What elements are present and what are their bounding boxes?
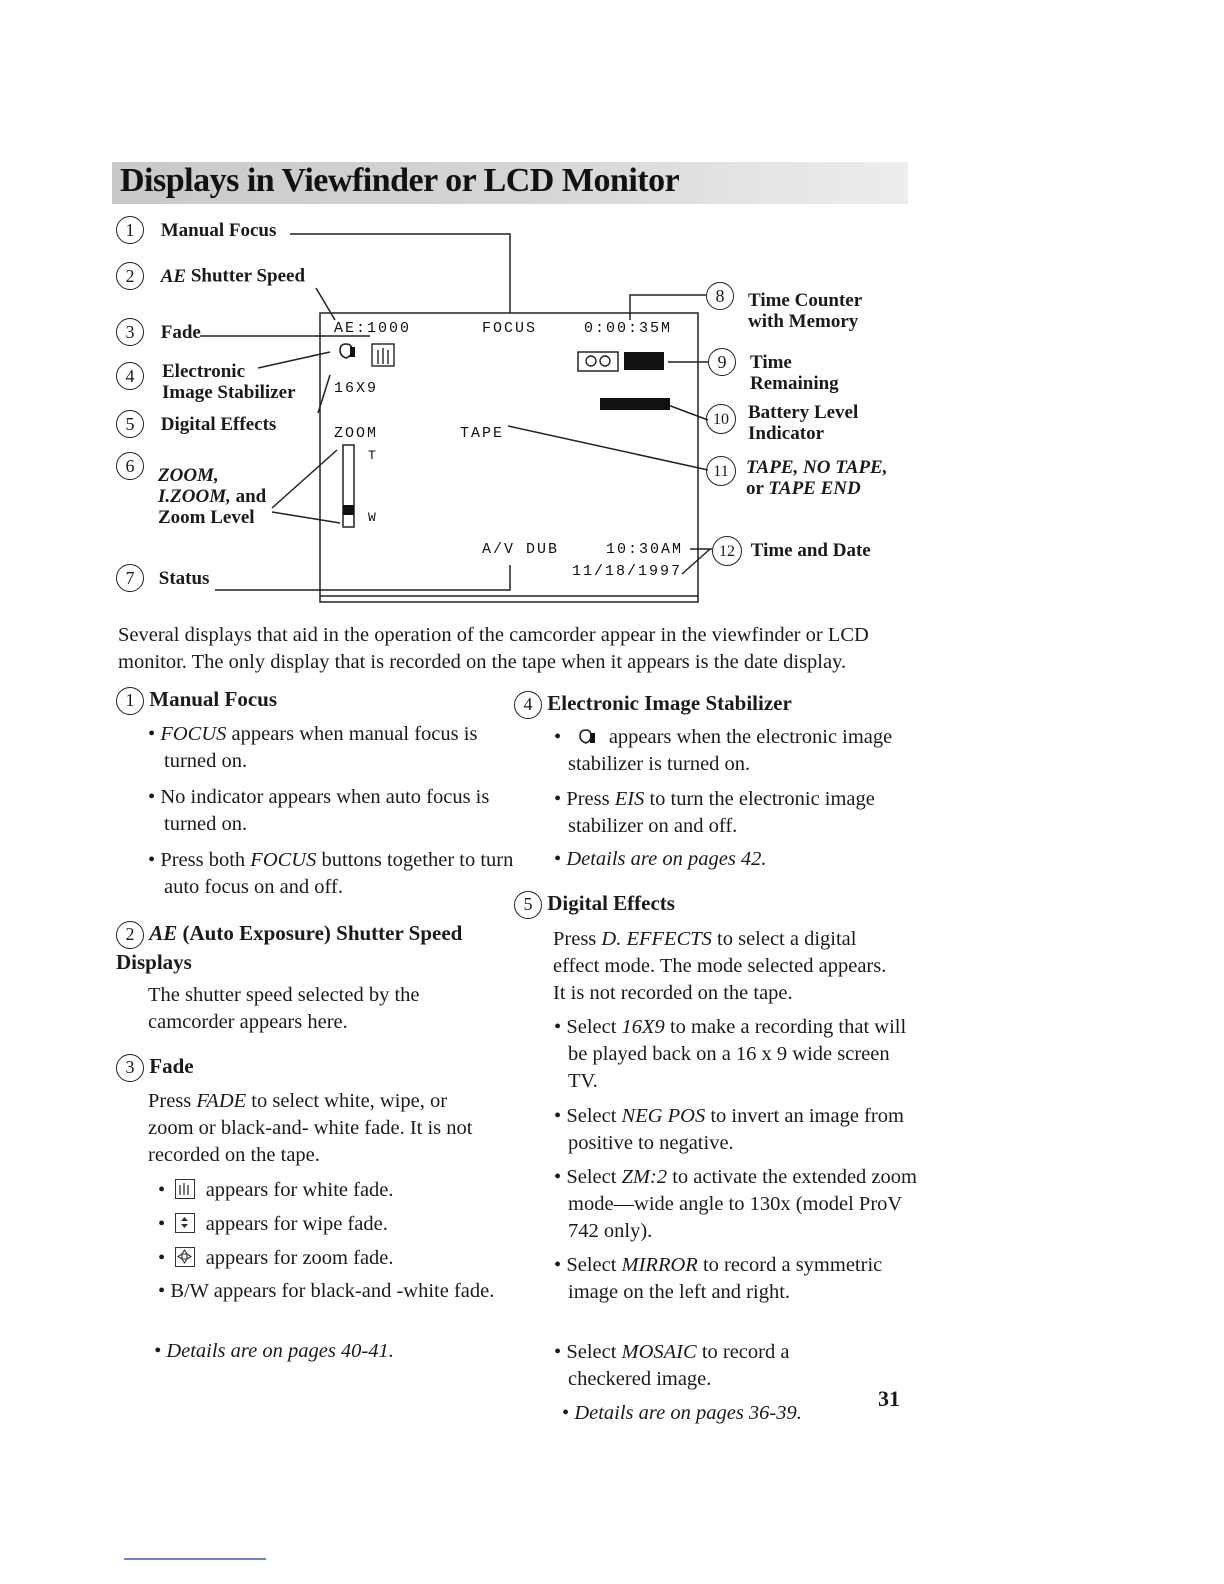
- bullet-text: Select: [566, 1016, 617, 1038]
- heading-eis: [514, 690, 792, 719]
- italic-term: MIRROR: [621, 1254, 698, 1276]
- heading-ae: [116, 920, 516, 976]
- callout-battery: [706, 404, 736, 434]
- callout-label: Indicator: [748, 423, 824, 444]
- bullet-16x9: • Select 16X9 to make a recording that will be played back on a 16 x 9 wide screen TV.: [554, 1016, 907, 1092]
- callout-label: and: [235, 486, 267, 507]
- bullet-text: appears when manual focus is turned on.: [164, 723, 478, 772]
- bullet-focus-2: • No indicator appears when auto focus is turned on.: [148, 786, 490, 835]
- callout-number: 9: [708, 348, 736, 376]
- bullet-text: to record a checkered image.: [568, 1341, 790, 1390]
- italic-term: 16X9: [621, 1016, 665, 1038]
- italic-term: ZM:2: [621, 1166, 668, 1188]
- italic-term: NEG POS: [621, 1105, 706, 1127]
- callout-tape-label: [746, 457, 887, 499]
- bullet-text: Select: [566, 1105, 617, 1127]
- callout-label: Image Stabilizer: [162, 382, 296, 403]
- bullet-text: No indicator appears when auto focus is turned on.: [160, 786, 490, 835]
- ae-body: The shutter speed selected by the camcorder appears here.: [148, 984, 420, 1033]
- callout-fade: [116, 318, 201, 346]
- intro-paragraph: Several displays that aid in the operation of the camcorder appear in the viewfinder or LCD monitor. The only display that is recorded on the tape when it appears is the date display.: [118, 624, 869, 673]
- screen-focus: FOCUS: [482, 320, 538, 337]
- callout-number: 5: [116, 410, 144, 438]
- heading-number: 2: [116, 921, 144, 949]
- body-text: Press: [553, 928, 597, 950]
- callout-time-counter: [706, 282, 734, 310]
- callout-label: Remaining: [750, 373, 839, 394]
- zoom-level-fill: [343, 505, 354, 515]
- callout-zoom-label: [158, 465, 266, 528]
- bullet-text: to invert an image from positive to negative.: [568, 1105, 904, 1154]
- heading-text: Digital Effects: [547, 891, 675, 915]
- heading-number: 5: [514, 891, 542, 919]
- italic-term: EIS: [614, 788, 645, 810]
- bullet-text: to record a symmetric image on the left and right.: [568, 1254, 883, 1303]
- bullet-zoom-fade: • appears for zoom fade.: [158, 1247, 394, 1269]
- bullet-white-fade: • appears for white fade.: [158, 1179, 394, 1201]
- screen-time: 10:30AM: [606, 541, 684, 558]
- screen-zoom-wide: W: [368, 510, 378, 525]
- callout-number: 8: [706, 282, 734, 310]
- details-text: Details are on pages 40-41.: [166, 1340, 394, 1362]
- callout-label: with Memory: [748, 311, 859, 332]
- screen-shutter-speed: AE:1000: [334, 320, 412, 337]
- callout-number: 3: [116, 318, 144, 346]
- details-digital: • Details are on pages 36-39.: [562, 1402, 802, 1424]
- callout-zoom: [116, 452, 144, 480]
- callout-label-italic: TAPE,: [746, 457, 799, 478]
- callout-number: 7: [116, 564, 144, 592]
- bullet-text: Select: [566, 1166, 617, 1188]
- bullet-focus-1: • FOCUS appears when manual focus is turned on.: [148, 723, 478, 772]
- battery-level-bar: [600, 398, 670, 410]
- callout-number: 10: [706, 404, 736, 434]
- screen-zoom: ZOOM: [334, 425, 379, 442]
- bullet-text: appears when the electronic image stabilizer is turned on.: [568, 726, 893, 775]
- screen-date: 11/18/1997: [572, 563, 683, 580]
- callout-battery-label: [748, 402, 858, 444]
- bullet-mirror: • Select MIRROR to record a symmetric image on the left and right.: [554, 1254, 883, 1303]
- callout-label: Battery Level: [748, 402, 859, 423]
- bullet-text: Press: [566, 788, 610, 810]
- bullet-focus-3: • Press both FOCUS buttons together to turn auto focus on and off.: [148, 849, 514, 898]
- cassette-icon: [578, 352, 618, 371]
- body-text: Press: [148, 1090, 192, 1112]
- bullet-neg-pos: • Select NEG POS to invert an image from positive to negative.: [554, 1105, 904, 1154]
- body-text: to select white, wipe, or zoom or black-and- white fade. It is not recorded on the tape.: [148, 1090, 473, 1166]
- callout-label: Shutter Speed: [190, 265, 306, 287]
- callout-label-italic: NO TAPE,: [803, 457, 888, 478]
- heading-number: 1: [116, 687, 144, 715]
- callout-number: 6: [116, 452, 144, 480]
- heading-text: (Auto Exposure) Shutter Speed Displays: [116, 921, 463, 974]
- callout-label-italic: TAPE END: [768, 478, 861, 499]
- callout-time-remaining: [708, 348, 736, 376]
- heading-number: 4: [514, 691, 542, 719]
- callout-time-remaining-label: [750, 352, 839, 394]
- callout-number: 11: [706, 456, 736, 486]
- callout-label: Digital Effects: [160, 413, 277, 435]
- wipe-fade-icon: [175, 1213, 195, 1233]
- eis-hand-icon: [340, 344, 355, 358]
- bullet-eis-2: • Press EIS to turn the electronic image stabilizer on and off.: [554, 788, 875, 837]
- italic-term: D. EFFECTS: [601, 928, 712, 950]
- footer-rule: [124, 1558, 266, 1560]
- details-fade: • Details are on pages 40-41.: [154, 1340, 394, 1362]
- callout-time-date: [712, 536, 871, 566]
- callout-number: 2: [116, 262, 144, 290]
- italic-term: MOSAIC: [621, 1341, 697, 1363]
- bullet-text: to activate the extended zoom mode—wide angle to 130x (model ProV 742 only).: [568, 1166, 917, 1242]
- italic-term: FADE: [196, 1090, 247, 1112]
- callout-number: 1: [116, 216, 144, 244]
- bullet-eis-1: • appears when the electronic image stabilizer is turned on.: [554, 726, 893, 775]
- screen-zoom-tele: T: [368, 448, 378, 463]
- callout-label-italic: AE: [160, 265, 187, 287]
- fade-body: [148, 1088, 493, 1169]
- bullet-mosaic: • Select MOSAIC to record a checkered image.: [554, 1341, 790, 1390]
- section-title: Displays in Viewfinder or LCD Monitor: [120, 162, 680, 199]
- callout-eis-label: [162, 361, 296, 403]
- callout-label: Manual Focus: [160, 219, 277, 241]
- heading-fade: [116, 1053, 194, 1082]
- callout-label: or: [746, 478, 764, 499]
- callout-digital-effects: [116, 410, 276, 438]
- screen-digital-effect: 16X9: [334, 380, 379, 397]
- callout-manual-focus: [116, 216, 276, 244]
- callout-number: 12: [712, 536, 742, 566]
- italic-term: FOCUS: [160, 723, 227, 745]
- callout-label: Time: [750, 352, 792, 373]
- heading-manual-focus: [116, 686, 277, 715]
- callout-status: [116, 564, 209, 592]
- heading-italic: AE: [149, 921, 178, 945]
- screen-tape: TAPE: [460, 425, 505, 442]
- heading-number: 3: [116, 1054, 144, 1082]
- callout-ae-shutter: [116, 262, 305, 290]
- eis-hand-icon: [577, 727, 599, 745]
- white-fade-icon: [372, 344, 394, 366]
- bullet-text: buttons together to turn auto focus on and off.: [164, 849, 514, 898]
- callout-tape: [706, 456, 736, 486]
- zoom-fade-icon: [175, 1247, 195, 1267]
- details-text: Details are on pages 42.: [566, 848, 767, 870]
- digital-body: [553, 926, 898, 1007]
- callout-label-italic: I.ZOOM,: [158, 486, 231, 507]
- body-text: to select a digital effect mode. The mode selected appears. It is not recorded on the tape.: [553, 928, 887, 1004]
- bullet-text: Select: [566, 1254, 617, 1276]
- bullet-wipe-fade: • appears for wipe fade.: [158, 1213, 388, 1235]
- details-text: Details are on pages 36-39.: [574, 1402, 802, 1424]
- callout-label: Status: [158, 567, 210, 589]
- bullet-text: to make a recording that will be played back on a 16 x 9 wide screen TV.: [568, 1016, 907, 1092]
- screen-counter: 0:00:35M: [584, 320, 673, 337]
- callout-label: Electronic: [162, 361, 246, 382]
- callout-eis: [116, 362, 144, 390]
- white-fade-icon: [175, 1179, 195, 1199]
- callout-label: Fade: [160, 321, 201, 343]
- heading-digital-effects: [514, 890, 675, 919]
- callout-label-italic: ZOOM,: [158, 465, 219, 486]
- bullet-text: to turn the electronic image stabilizer on and off.: [568, 788, 875, 837]
- callout-number: 4: [116, 362, 144, 390]
- details-eis: • Details are on pages 42.: [554, 848, 767, 870]
- bullet-text: Press both: [160, 849, 246, 871]
- callout-time-counter-label: [748, 290, 862, 332]
- bullet-text: Select: [566, 1341, 617, 1363]
- callout-label: Time and Date: [750, 539, 871, 561]
- heading-text: Electronic Image Stabilizer: [547, 691, 792, 715]
- screen-status: A/V DUB: [482, 541, 560, 558]
- bullet-bw-fade: • B/W appears for black-and -white fade.: [158, 1280, 495, 1302]
- heading-text: Manual Focus: [149, 687, 278, 711]
- page-number: 31: [878, 1386, 900, 1411]
- italic-term: FOCUS: [250, 849, 317, 871]
- bullet-text: appears for white fade.: [205, 1179, 394, 1201]
- bullet-text: B/W appears for black-and -white fade.: [170, 1280, 495, 1302]
- callout-label: Zoom Level: [158, 507, 255, 528]
- bullet-zm2: • Select ZM:2 to activate the extended zoom mode—wide angle to 130x (model ProV 742 only).: [554, 1166, 917, 1242]
- bullet-text: appears for zoom fade.: [205, 1247, 394, 1269]
- callout-label: Time Counter: [748, 290, 863, 311]
- time-remaining-bar: [624, 352, 664, 370]
- heading-text: Fade: [149, 1054, 194, 1078]
- bullet-text: appears for wipe fade.: [205, 1213, 388, 1235]
